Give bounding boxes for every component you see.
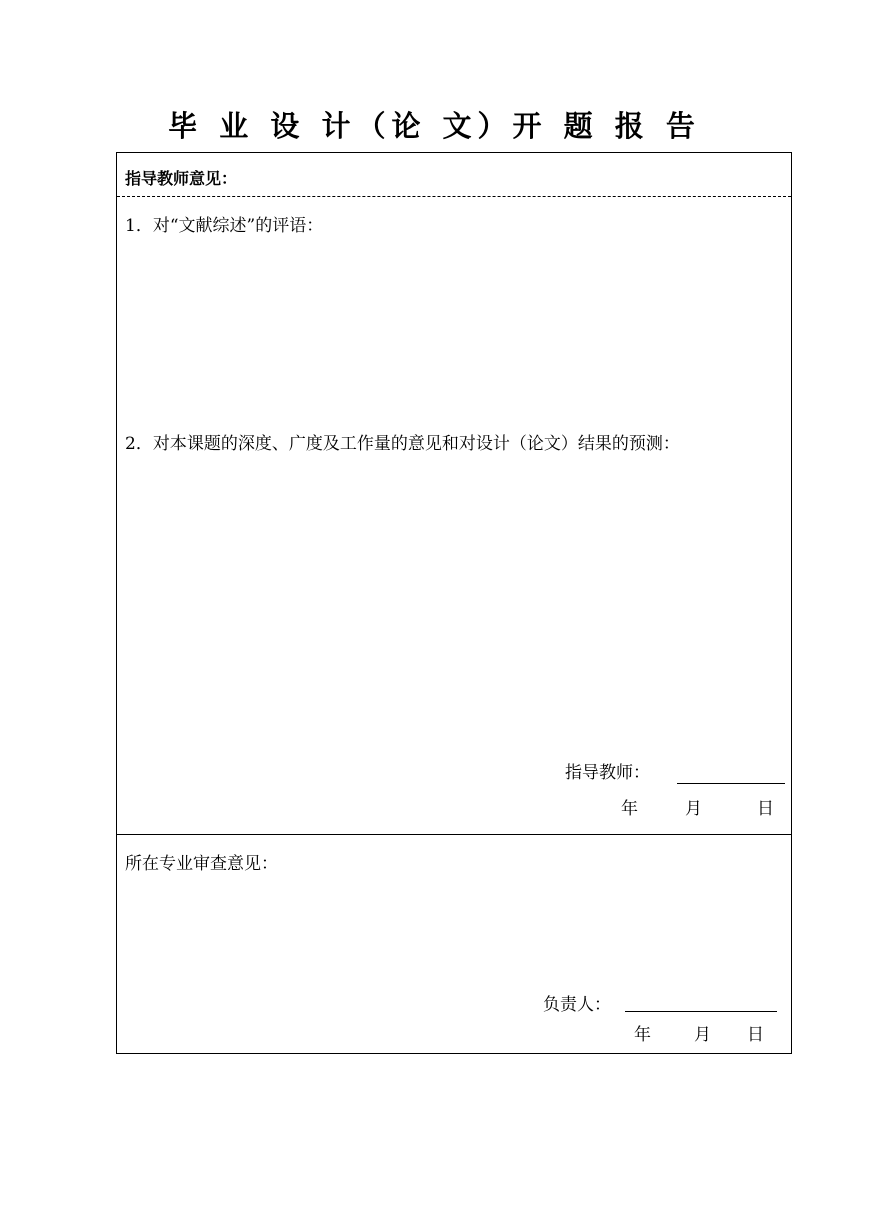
- advisor-signature-line[interactable]: [677, 783, 785, 784]
- responsible-signature-line[interactable]: [625, 1011, 777, 1012]
- literature-review-comment-label: 1．对“文献综述”的评语：: [125, 216, 324, 236]
- advisor-signature-label: 指导教师：: [565, 763, 650, 783]
- report-form-table: [116, 152, 792, 1054]
- major-date-month: 月: [694, 1025, 711, 1045]
- report-title: 毕 业 设 计（论 文）开 题 报 告: [168, 109, 701, 143]
- advisor-opinion-header-row: [117, 153, 791, 197]
- advisor-date-year: 年: [621, 799, 638, 819]
- section-divider: [117, 834, 791, 835]
- responsible-person-label: 负责人：: [543, 995, 611, 1015]
- major-date-year: 年: [634, 1025, 651, 1045]
- advisor-opinion-heading: 指导教师意见：: [125, 169, 238, 188]
- major-date-day: 日: [747, 1025, 764, 1045]
- advisor-date-day: 日: [757, 799, 774, 819]
- advisor-date-month: 月: [685, 799, 702, 819]
- major-review-heading: 所在专业审查意见：: [125, 854, 278, 874]
- workload-opinion-label: 2．对本课题的深度、广度及工作量的意见和对设计（论文）结果的预测：: [125, 434, 680, 454]
